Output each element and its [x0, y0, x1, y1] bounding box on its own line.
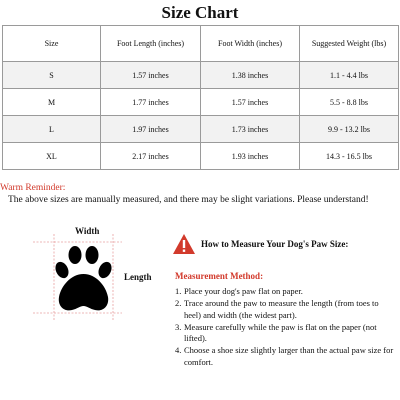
cell-width: 1.57 inches: [201, 89, 300, 116]
measurement-method-title: Measurement Method:: [175, 271, 264, 281]
table-row: [3, 62, 399, 89]
page-title: Size Chart: [161, 3, 239, 22]
list-item: 4. Choose a shoe size slightly larger than the actual paw size for comfort.: [175, 345, 394, 367]
cell-size: S: [3, 62, 101, 89]
cell-length: 1.97 inches: [101, 116, 201, 143]
cell-weight: 1.1 - 4.4 lbs: [300, 62, 399, 89]
list-item: 3. Measure carefully while the paw is flat on the paper (not lifted).: [175, 321, 377, 344]
cell-width: 1.73 inches: [201, 116, 300, 143]
warm-reminder-title: Warm Reminder:: [0, 183, 66, 193]
cell-width: 1.93 inches: [201, 143, 300, 170]
header-foot-width: Foot Width (inches): [201, 26, 300, 62]
warning-triangle-icon: [172, 233, 196, 255]
cell-length: 1.57 inches: [101, 62, 201, 89]
header-size: Size: [3, 26, 101, 62]
width-label: Width: [75, 226, 100, 236]
cell-length: 1.77 inches: [101, 89, 201, 116]
cell-length: 2.17 inches: [101, 143, 201, 170]
cell-weight: 14.3 - 16.5 lbs: [300, 143, 399, 170]
table-row: [3, 89, 399, 116]
warm-reminder-text: The above sizes are manually measured, and there may be slight variations. Please understand!: [8, 195, 369, 205]
cell-size: M: [3, 89, 101, 116]
cell-weight: 9.9 - 13.2 lbs: [300, 116, 399, 143]
measurement-steps-list: [175, 286, 397, 369]
length-label: Length: [124, 272, 152, 282]
header-foot-length: Foot Length (inches): [101, 26, 201, 62]
paw-icon: [53, 246, 114, 310]
size-chart-table: [2, 25, 399, 170]
paw-measure-diagram: [27, 226, 165, 326]
cell-width: 1.38 inches: [201, 62, 300, 89]
table-row: [3, 143, 399, 170]
table-row: [3, 116, 399, 143]
table-header-row: [3, 26, 399, 62]
header-suggested-weight: Suggested Weight (lbs): [300, 26, 399, 62]
list-item: 2. Trace around the paw to measure the length (from toes to heel) and width (the widest part).: [175, 298, 379, 320]
cell-size: XL: [3, 143, 101, 170]
how-to-measure-heading: How to Measure Your Dog's Paw Size:: [201, 239, 349, 249]
cell-weight: 5.5 - 8.8 lbs: [300, 89, 399, 116]
cell-size: L: [3, 116, 101, 143]
list-item: 1. Place your dog's paw flat on paper.: [175, 286, 303, 296]
